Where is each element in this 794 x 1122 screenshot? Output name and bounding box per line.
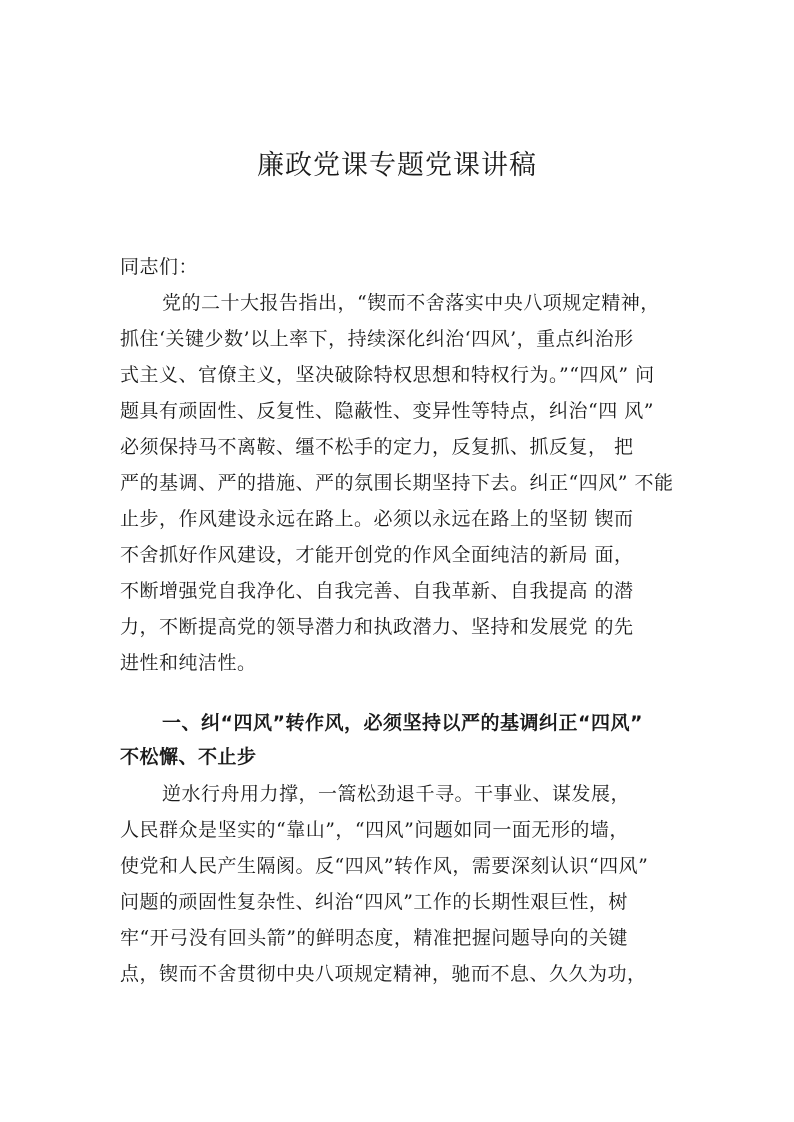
document-title: 廉政党课专题党课讲稿 [257,150,537,181]
paragraph-line: 党的二十大报告指出，“锲而不舍落实中央八项规定精神， [162,292,660,314]
paragraph-line: 严的基调、严的措施、严的氛围长期坚持下去。纠正“四风” 不能 [120,472,674,494]
paragraph-line: 问题的顽固性复杂性、纠治“四风”工作的长期性艰巨性，树 [120,891,628,913]
paragraph-line: 不舍抓好作风建设，才能开创党的作风全面纯洁的新局 面， [120,544,634,566]
heading-line: 不松懈、不止步 [120,746,257,768]
paragraph-line: 使党和人民产生隔阂。反“四风”转作风，需要深刻认识“四风” [120,855,649,877]
paragraph-line: 进性和纯洁性。 [120,652,257,674]
paragraph-line: 逆水行舟用力撑，一篙松劲退千寻。干事业、谋发展， [162,783,631,805]
paragraph-line: 点，锲而不舍贯彻中央八项规定精神，驰而不息、久久为功， [120,963,647,985]
paragraph-line: 抓住‘关键少数’以上率下，持续深化纠治‘四风’，重点纠治形 [120,328,634,350]
paragraph-line: 不断增强党自我净化、自我完善、自我革新、自我提高 的潜 [120,580,634,602]
salutation: 同志们： [120,256,199,278]
paragraph-line: 题具有顽固性、反复性、隐蔽性、变异性等特点，纠治“四 风” [120,400,654,422]
paragraph-line: 止步，作风建设永远在路上。必须以永远在路上的坚韧 锲而 [120,508,634,530]
paragraph-line: 人民群众是坚实的“靠山”，“四风”问题如同一面无形的墙， [120,819,629,841]
paragraph-line: 式主义、官僚主义，坚决破除特权思想和特权行为。”“四风” 问 [120,364,655,386]
paragraph-line: 必须保持马不离鞍、缰不松手的定力，反复抓、抓反复， 把 [120,436,634,458]
paragraph-line: 力，不断提高党的领导潜力和执政潜力、坚持和发展党 的先 [120,616,634,638]
paragraph-line: 牢“开弓没有回头箭”的鲜明态度，精准把握问题导向的关键 [120,927,628,949]
heading-line: 一、纠“四风”转作风，必须坚持以严的基调纠正“四风” [162,712,643,734]
